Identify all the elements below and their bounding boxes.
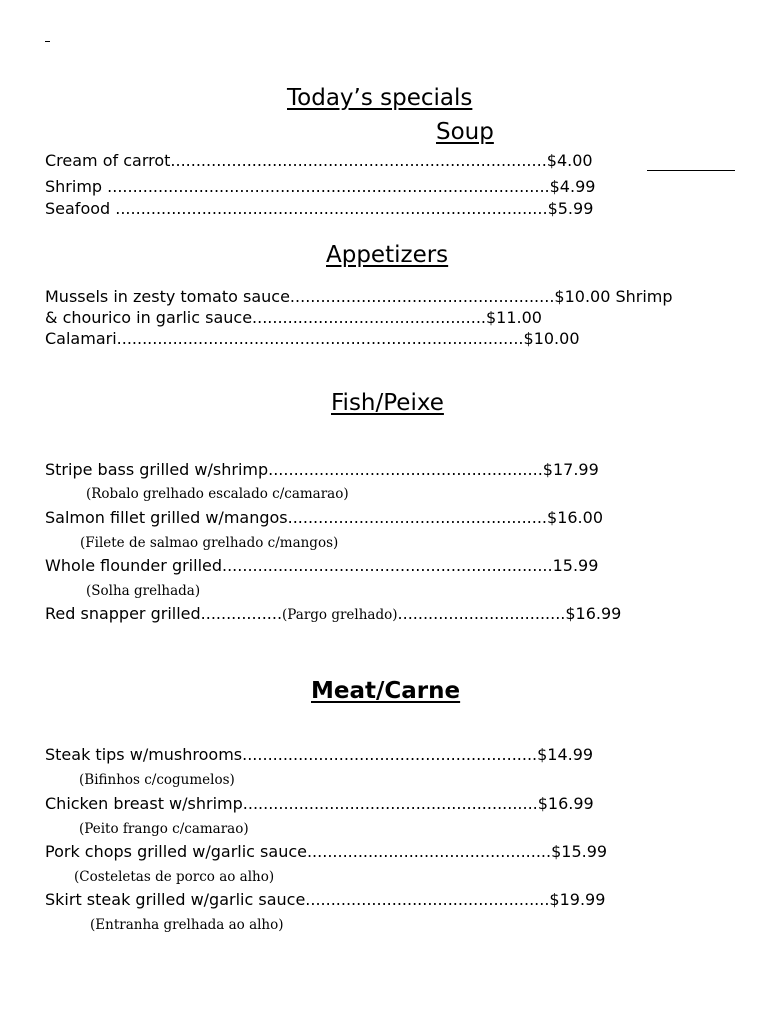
menu-item-translation: (Peito frango c/camarao) [79, 821, 249, 837]
menu-item-skirt-steak: Skirt steak grilled w/garlic sauce................................................$19.99 [45, 890, 606, 909]
menu-item-stripe-bass: Stripe bass grilled w/shrimp......................................................$17.99 [45, 460, 599, 479]
menu-item-cream-of-carrot: Cream of carrot..........................................................................$4.00 [45, 151, 593, 170]
appetizer-line-1: Mussels in zesty tomato sauce....................................................$10.00 Shrimp [45, 287, 673, 306]
appetizers-heading: Appetizers [326, 242, 449, 268]
menu-item-translation: (Entranha grelhada ao alho) [90, 917, 284, 933]
menu-item-translation: (Filete de salmao grelhado c/mangos) [80, 535, 339, 551]
menu-item-translation: (Robalo grelhado escalado c/camarao) [86, 486, 349, 502]
top-dash-mark [45, 41, 50, 42]
underline-rule [647, 170, 735, 171]
menu-item-translation: (Bifinhos c/cogumelos) [79, 772, 235, 788]
menu-item-translation: (Solha grelhada) [86, 583, 201, 599]
red-snapper-name: Red snapper grilled................ [45, 604, 283, 623]
menu-item-seafood-soup: Seafood .....................................................................................$5.99 [45, 199, 594, 218]
menu-item-red-snapper [45, 604, 621, 624]
page-title: Today’s specials [287, 85, 473, 111]
menu-item-shrimp-soup: Shrimp .......................................................................................$4.99 [45, 177, 596, 196]
menu-item-salmon-fillet: Salmon fillet grilled w/mangos...................................................$16.00 [45, 508, 603, 527]
meat-heading: Meat/Carne [311, 678, 461, 704]
menu-item-translation: (Costeletas de porco ao alho) [74, 869, 275, 885]
appetizer-line-3: Calamari................................................................................$10.00 [45, 329, 580, 348]
menu-item-steak-tips: Steak tips w/mushrooms..........................................................$14.99 [45, 745, 594, 764]
menu-item-chicken-breast: Chicken breast w/shrimp..........................................................$16.99 [45, 794, 594, 813]
soup-heading: Soup [436, 119, 494, 145]
red-snapper-translation: (Pargo grelhado) [282, 607, 398, 623]
fish-heading: Fish/Peixe [331, 390, 444, 416]
menu-item-pork-chops: Pork chops grilled w/garlic sauce................................................$15.99 [45, 842, 608, 861]
appetizer-line-2: & chourico in garlic sauce..............................................$11.00 [45, 308, 542, 327]
red-snapper-price: .................................$16.99 [397, 604, 622, 623]
menu-item-whole-flounder: Whole flounder grilled.................................................................15.99 [45, 556, 599, 575]
